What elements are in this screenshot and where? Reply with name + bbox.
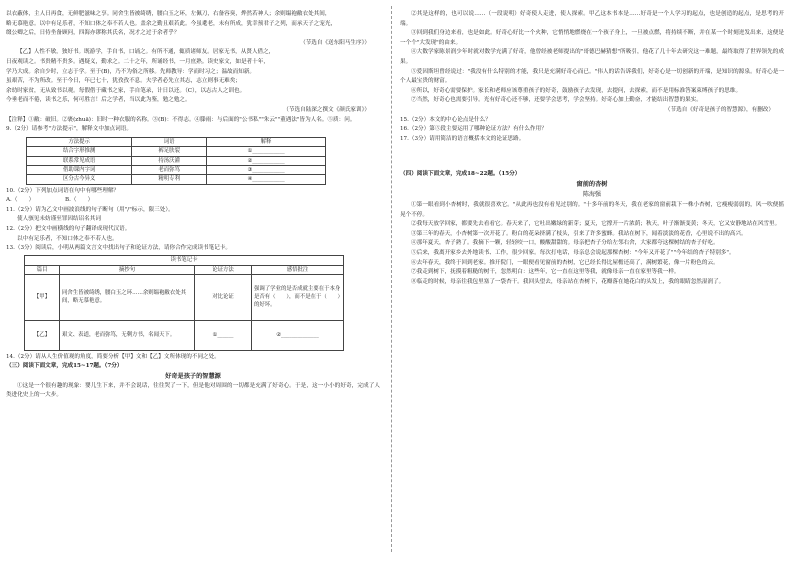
- answer-blank[interactable]: ④____________: [207, 175, 326, 184]
- method-cell: 借助课内字词: [27, 165, 132, 174]
- notes: 【注释】①敝：破旧。②裹(zhuā)：旧时一种衣服的名称。③(B)：不得志。④滕雨：与后面的"公书私""朱云""董遇法"皆为人名。⑤质：问。: [6, 116, 356, 123]
- answer-blank[interactable]: ①____________: [207, 147, 326, 156]
- card-method: 对比论证: [195, 274, 252, 320]
- answer-blank[interactable]: ③____________: [207, 165, 326, 174]
- intro-line-3: 缀公卿之后，日侍坐备顾问，四海亦谬称其氏名，况才之过于余者乎？: [6, 30, 180, 37]
- card-header: 论证方法: [195, 265, 252, 274]
- passage-b-line-2: 日夜观读之。书贵精不贵多。遇疑义，勤求之。二十之年，所诵经书，一月庶熟。读史家文，如是者十年，: [6, 58, 269, 65]
- card-method-blank[interactable]: ①______: [195, 320, 252, 350]
- question-10: 10.（2分）下列加点词语在句中有哪些理解？: [6, 187, 120, 194]
- card-note: 强调了学业的是否成就主要在于本身是否有（ ），而不是在于（ ）的好坏。: [252, 274, 344, 320]
- word-cell: 持汤沃灌: [132, 156, 207, 165]
- question-9: 9.（2分）请参考"方法提示"，解释文中加点词语。: [6, 126, 132, 133]
- method-cell: 区分古今异义: [27, 175, 132, 184]
- intro-line-1: 以衣蔽体，主人日再食，无鲜肥滋味之享。同舍生皆被绮绣，腰白玉之环，左佩刀，右备容臭，烨然若神人；余则缊袍敝衣处其间，: [6, 11, 331, 17]
- word-cell: 老而弥笃: [132, 165, 207, 174]
- story-paragraph: ⑧临走的时候，母亲往我包里塞了一袋杏干。我回头望去，母亲站在杏树下，花瓣落在她花白的头发上，我的眼睛忽然湿润了。: [411, 278, 725, 285]
- method-cell: 结合字形推测: [27, 147, 132, 156]
- passage-b-line-4: 虽艰苦，不为所改。至于今日，年已七十，犹孜孜不息。夫学者必先立其志，志立则事无难矣；: [6, 78, 241, 85]
- section-4-heading: （四）阅读下面文章，完成18~22题。（15分）: [400, 171, 521, 178]
- essay-title: 好奇是孩子的智慧源: [165, 373, 221, 381]
- answer-space: [400, 144, 784, 170]
- story-title: 窗前的杏树: [576, 180, 608, 188]
- section-3-heading: （三）阅读下面文章，完成15~17题。（7分）: [6, 363, 123, 370]
- right-column: [400, 10, 784, 287]
- story-paragraph: ⑦我走到树下，抚摸着粗糙的树干，忽然明白：这些年，它一直在这里等我，就像母亲一直在家里等我一样。: [411, 269, 680, 276]
- question-16: 16.（2分）第⑤段主要运用了哪种论证方法？有什么作用？: [400, 126, 547, 133]
- word-cell: 精明专利: [132, 175, 207, 184]
- method-table-header: 词语: [132, 137, 207, 146]
- question-15: 15.（2分）本文的中心论点是什么？: [400, 116, 491, 123]
- card-title: 读书笔记卡: [25, 255, 344, 265]
- essay-paragraph: ⑦当然，好奇心也需要引导。光有好奇心还不够，还要学会思考，学会坚持。好奇心加上勤奋，才能结出智慧的果实。: [411, 97, 702, 104]
- question-10-options: A.（ ） B.（ ）: [6, 197, 94, 204]
- card-header: 篇目: [25, 265, 60, 274]
- card-row-label: 【乙】: [25, 320, 60, 350]
- story-author: 陈海强: [582, 190, 601, 198]
- passage-b-line-6: 今垂老而不倦，读书之乐，何可胜言！后之学者，当以此为鉴，勉之勉之。: [6, 97, 191, 104]
- question-12: 12.（2分）把文中画横线的句子翻译成现代汉语。: [6, 226, 131, 233]
- essay-source: （节选自《好奇是孩子的智慧源》，有删改）: [664, 106, 774, 113]
- essay-paragraph: ②其是这样的，也可以说……（一段说明）好奇使人走进，使人探索。甲乙这本书本是……好奇是一个人学习的起点，也是创造的起点，是思考的开端。: [400, 11, 784, 27]
- question-11-text: 使人骇见未妨谨至罪因结诏名其词: [17, 216, 101, 223]
- essay-paragraph: ⑥所以，好奇心需要保护。家长和老师应该尊重孩子的好奇，鼓励孩子去发现，去提问，去探索，而不是用标准答案束缚孩子的思维。: [411, 87, 742, 94]
- passage-b-line-5: 余幼时家贫，无从致书以观。每假借于藏书之家，手自笔录，计日以还。（C），以志古人之训也。: [6, 87, 246, 94]
- column-divider: [391, 6, 392, 552]
- story-paragraph: ⑥去年春天，我终于回到老家。推开院门，一眼便看见窗前的杏树，它已经长得比屋檐还高了，满树繁花，像一片粉色的云。: [411, 259, 719, 266]
- passage-b-line-3: 学乃大成。余自少时，立志于学。至于(B)，乃不为俗之所移。先师教导：学而时习之；温故而知新。: [6, 68, 256, 75]
- intro-line-2: 略无慕艳意。以中有足乐者，不知口体之奉不若人也。盖余之勤且艰若此。今虽耄老，未有所成，犹幸预君子之列，而承天子之宠光，: [6, 20, 337, 27]
- card-quote: 同舍生皆被绮绣，腰白玉之环……余则缊袍敝衣处其间，略无慕艳意。: [60, 274, 195, 320]
- source-a: （节选自《送东阳马生序》）: [300, 39, 370, 46]
- story-paragraph: ①第一眼看到小杏树时，我就很喜欢它。"从此再也没有看见过别的。"十多年前的冬天，我在老家的窗前栽下一株小杏树，它瘦瘦弱弱的，风一吹便摇晃个不停。: [400, 202, 784, 218]
- answer-blank[interactable]: ②____________: [207, 156, 326, 165]
- essay-paragraph: ⑤爱因斯坦曾经说过："我没有什么特别的才能，我只是充满好奇心而已。"伟人的话告诉我们，好奇心是一切创新的开端，是知识的源泉。好奇心是一个人最宝贵的财富。: [400, 68, 784, 85]
- method-cell: 联系常见成语: [27, 156, 132, 165]
- passage-b-line-1: 【乙】人性不敏，独好书。既游学，手自书，口诵之。有所不通，辄质诸师友。居家无书，从贤人借之，: [17, 49, 275, 56]
- essay-paragraph: ①这是一个很有趣的现象：婴儿生下来，并不会说话，往往哭了一下，但是他对周围的一切都是充满了好奇心。于是，这一小小的好奇，完成了人类进化史上的一大步。: [6, 382, 380, 399]
- reading-note-card: [24, 255, 344, 351]
- story-paragraph: ③第三年的春天，小杏树第一次开花了。粉白的花朵挤满了枝头，引来了许多蜜蜂。我站在树下，闻着淡淡的花香，心里说不出的高兴。: [411, 230, 747, 237]
- question-11: 11.（2分）请为乙文中画波浪线的句子断句（用"/"标示，限三处）。: [6, 206, 174, 213]
- story-paragraph: ②我每天放学回家，都要先去看看它。春天来了，它吐出嫩绿的新芽；夏天，它撑开一片浓荫；秋天，叶子渐渐变黄；冬天，它又安静地站在风雪里。: [411, 221, 781, 228]
- essay-paragraph: ③回到我们身边来看，也是如此。好奇心好比一个火种，它悄悄地燃烧在一个孩子身上，一旦被点燃，将持续不断，并在某一个时刻迸发出来，这便是一个个"大发现"的由来。: [400, 30, 784, 46]
- method-table: [26, 137, 326, 185]
- left-column: [6, 10, 380, 401]
- question-14: 14.（2分）请从人生价值观的角度，简要分析【甲】文和【乙】文所体现的不同之处。: [6, 353, 220, 360]
- story-paragraph: ④那年夏天，杏子熟了。我摘下一颗，轻轻咬一口，酸酸甜甜的。母亲把杏子分给左邻右舍，大家都夸这棵树结的杏子好吃。: [411, 240, 719, 247]
- story-paragraph: ⑤后来，我离开家乡去外地读书、工作，很少回家。每次打电话，母亲总会说起那棵杏树："今年又开花了""今年结的杏子特别多"。: [411, 250, 735, 257]
- essay-paragraph: ④大数学家陈景润少年时就对数学充满了好奇，他曾经被老师提出的"哥德巴赫猜想"所吸引，他花了几十年去研究这一难题，最终取得了世界领先的成果。: [400, 49, 784, 65]
- question-13: 13.（3分）阅读后，小明从两篇文言文中找出句子和论证方法，请你合作完成读书笔记卡。: [6, 245, 232, 252]
- question-17: 17.（3分）请用简洁的语言概括本文的论证思路。: [400, 135, 525, 142]
- method-table-header: 方法提示: [27, 137, 132, 146]
- card-note-blank[interactable]: ②______________: [252, 320, 344, 350]
- source-b: （节选自陆深之撰文《颜氏家训》）: [283, 106, 370, 113]
- card-quote: 艰文、表道，老而弥笃，无剩方书，名闻天下。: [60, 320, 195, 350]
- method-table-header: 解释: [207, 137, 326, 146]
- word-cell: 裤足肤裂: [132, 147, 207, 156]
- card-header: 感悟批注: [252, 265, 344, 274]
- card-header: 摘抄句: [60, 265, 195, 274]
- question-12-text: 以中有足乐者，不知口体之奉不若人也。: [17, 235, 118, 242]
- card-row-label: 【甲】: [25, 274, 60, 320]
